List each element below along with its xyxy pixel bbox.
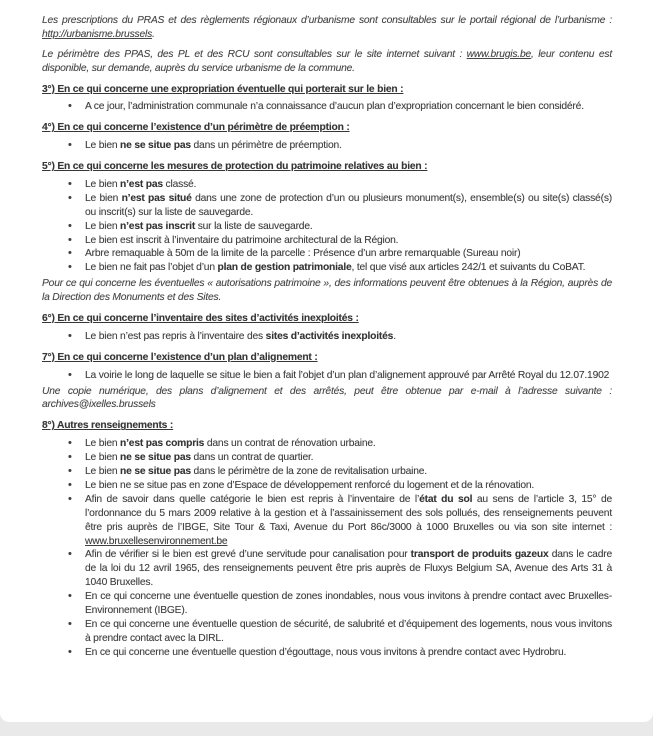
text-run: Afin de savoir dans quelle catégorie le bien est repris à l’inventaire de l’ [85, 493, 420, 505]
bold-text-run: plan de gestion patrimoniale [217, 262, 352, 274]
text-run: . [393, 330, 396, 342]
bullet-item [66, 451, 612, 465]
text-run: Le bien [85, 192, 122, 204]
text-run: dans le cadre de la loi du 12 avril 1965, des renseignements peuvent être pris auprès de Fluxys Belgium SA, Avenue des Arts 31 à 1040 Bruxelles. [85, 549, 612, 589]
text-run: La voirie le long de laquelle se situe le bien a fait l’objet d’un plan d’alignement approuvé par Arrêté Royal du 12.07.1902 [85, 369, 610, 381]
section-5-note [42, 277, 612, 305]
section-5-heading: 5°) En ce qui concerne les mesures de protection du patrimoine relatives au bien : [42, 161, 428, 173]
text-run: En ce qui concerne une éventuelle question de zones inondables, nous vous invitons à prendre contact avec Bruxelles-Environnement (IBGE). [85, 591, 612, 616]
page-bottom-edge [0, 722, 653, 736]
bullet-item [66, 548, 612, 590]
bold-text-run: ne se situe pas [120, 140, 191, 152]
bullet-item [66, 247, 612, 261]
text-run: Le bien ne se situe pas en zone d’Espace de développement renforcé du logement et de la rénovation. [85, 479, 535, 491]
text-run: . [152, 28, 155, 40]
bullet-item [66, 646, 612, 660]
text-run: Les prescriptions du PRAS et des règlements régionaux d’urbanisme sont consultables sur le portail régional de l’urbanisme : [42, 15, 612, 26]
text-run: dans une zone de protection d’un ou plusieurs monument(s), ensemble(s) ou site(s) classé(s) ou inscrit(s) sur la liste de sauvegarde. [85, 192, 612, 218]
text-run: Le bien [85, 452, 121, 464]
text-run: Le bien [85, 140, 121, 152]
text-run: dans un périmètre de préemption. [190, 140, 342, 152]
bold-text-run: sites d’activités inexploités [265, 330, 394, 342]
text-run: Une copie numérique, des plans d’alignement et des arrêtés, peut être obtenue par e-mail à l’adresse suivante : [42, 385, 612, 397]
bullet-item [66, 139, 612, 153]
bullet-item [66, 178, 612, 192]
bullet-item [66, 465, 612, 479]
section-8-bullet-list [42, 437, 612, 659]
bullet-item [66, 479, 612, 493]
link-bruxelles-environnement[interactable]: www.bruxellesenvironnement.be [85, 535, 228, 547]
bullet-item [66, 330, 612, 344]
text-run: Le bien est inscrit à l’inventaire du patrimoine architectural de la Région. [85, 234, 399, 246]
bold-text-run: n’est pas [120, 179, 163, 191]
section-7-note [42, 385, 612, 413]
section-8-heading: 8°) Autres renseignements : [42, 420, 174, 432]
text-run: dans un contrat de quartier. [190, 452, 314, 464]
text-run: au sens de l’article 3, 15° de l’ordonnance du 5 mars 2009 relative à la gestion et à l’assainissement des sols pollués, des renseignements peuvent être pris auprès de l’IBGE, Site Tour & Taxi, Avenue du Port 86c/3000 à 1000 Bruxelles ou via son site internet : [85, 493, 613, 533]
text-run: En ce qui concerne une éventuelle question de sécurité, de salubrité et d’équipement des logements, nous vous invitons à prendre contact avec la DIRL. [85, 618, 612, 644]
text-run: dans le périmètre de la zone de revitalisation urbaine. [190, 466, 427, 478]
bold-text-run: ne se situe pas [120, 452, 191, 464]
text-run: Le bien [85, 466, 121, 478]
link-urbanisme-brussels[interactable]: http://urbanisme.brussels [42, 28, 153, 40]
section-6-bullet-list [42, 330, 612, 344]
intro-paragraph-2 [42, 48, 612, 76]
section-7-heading: 7°) En ce qui concerne l’existence d’un plan d’alignement : [42, 351, 318, 363]
bullet-item [66, 192, 612, 220]
bullet-item [66, 618, 612, 646]
section-3-heading: 3°) En ce qui concerne une expropriation éventuelle qui porterait sur le bien : [42, 83, 404, 95]
text-run: dans un contrat de rénovation urbaine. [204, 438, 376, 450]
text-run: En ce qui concerne une éventuelle question d’égouttage, nous vous invitons à prendre contact avec Hydrobru. [85, 646, 567, 658]
bullet-item [66, 234, 612, 248]
text-run: Afin de vérifier si le bien est grevé d’une servitude pour canalisation pour [85, 549, 411, 561]
text-run: classé. [162, 179, 197, 191]
text-run: , tel que visé aux articles 242/1 et suivants du CoBAT. [351, 262, 586, 274]
text-run: A ce jour, l’administration communale n’a connaissance d’aucun plan d’expropriation concernant le bien considéré. [85, 101, 584, 113]
text-run: Le bien [85, 220, 121, 232]
bullet-item [66, 437, 612, 451]
text-run: Le bien n’est pas repris à l’inventaire des [85, 330, 266, 342]
document-body [42, 14, 612, 660]
bullet-item [66, 369, 612, 383]
text-run: , leur contenu est disponible, sur demande, auprès du service urbanisme de la commune. [42, 48, 612, 74]
text-run: Arbre remaquable à 50m de la limite de la parcelle : Présence d’un arbre remarquable (Sureau noir) [85, 248, 521, 260]
section-7-bullet-list [42, 369, 612, 383]
email-archives-ixelles: archives@ixelles.brussels [42, 399, 156, 411]
section-6-heading: 6°) En ce qui concerne l’inventaire des sites d’activités inexploités : [42, 313, 359, 325]
bullet-item [66, 100, 612, 114]
bullet-item [66, 590, 612, 618]
bold-text-run: transport de produits gazeux [410, 549, 549, 561]
section-5-bullet-list [42, 178, 612, 275]
bullet-item [66, 493, 612, 549]
text-run: Le bien [85, 179, 121, 191]
bold-text-run: ne se situe pas [120, 466, 191, 478]
link-brugis[interactable]: www.brugis.be [466, 48, 532, 60]
bold-text-run: n’est pas compris [120, 438, 205, 450]
section-3-bullet-list [42, 100, 612, 114]
bold-text-run: état du sol [419, 493, 473, 505]
section-4-bullet-list [42, 139, 612, 153]
section-4-heading: 4°) En ce qui concerne l’existence d’un périmètre de préemption : [42, 122, 350, 134]
text-run: Pour ce qui concerne les éventuelles « autorisations patrimoine », des informations peuvent être obtenues à la Région, auprès de la Direction des Monuments et des Sites. [42, 278, 612, 304]
text-run: Le périmètre des PPAS, des PL et des RCU sont consultables sur le site internet suivant : [42, 48, 467, 60]
text-run: sur la liste de sauvegarde. [195, 220, 313, 232]
text-run: Le bien ne fait pas l’objet d’un [85, 262, 218, 274]
bold-text-run: n’est pas inscrit [120, 220, 196, 232]
intro-paragraph-1 [42, 14, 612, 42]
bullet-item [66, 220, 612, 234]
bold-text-run: n’est pas situé [121, 192, 192, 204]
bullet-item [66, 261, 612, 275]
text-run: Le bien [85, 438, 121, 450]
